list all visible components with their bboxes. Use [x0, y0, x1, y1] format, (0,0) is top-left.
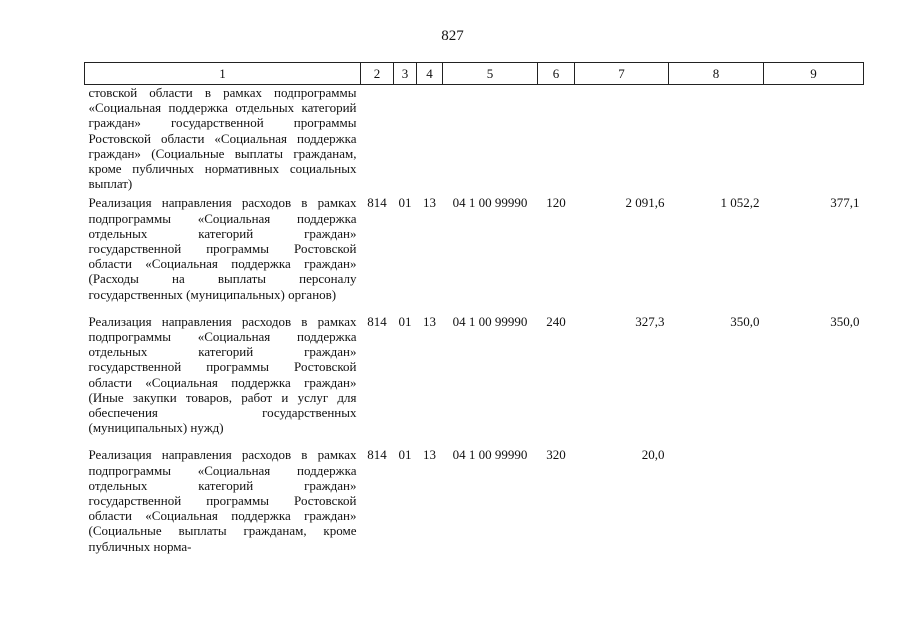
column-header-2: 2: [361, 63, 394, 85]
column-header-1: 1: [85, 63, 361, 85]
column-header-5: 5: [443, 63, 538, 85]
cell-amount-7: [575, 85, 669, 192]
budget-table: [84, 62, 864, 562]
cell-section: 01: [398, 313, 412, 329]
cell-amount-8: 350,0: [730, 313, 760, 329]
cell-ministry: 814: [367, 195, 387, 211]
cell-expense-type: 320: [546, 447, 566, 463]
table-row: [85, 310, 864, 444]
cell-expense-type: [538, 85, 575, 192]
table-row: [85, 443, 864, 561]
column-header-3: 3: [394, 63, 417, 85]
cell-section: 01: [398, 195, 412, 211]
cell-subsection: [417, 85, 443, 192]
cell-expense-type: 120: [546, 195, 566, 211]
table-row: [85, 191, 864, 309]
row-description: Реализация направления расходов в рамках подпрограммы «Социальная поддержка отдельных категорий граждан» государственной программы Ростовской области «Социальная поддержка граждан» (Иные закупки товаров, работ и услуг для обеспечения государственных (муниципальных) нужд): [88, 313, 357, 436]
column-header-8: 8: [669, 63, 764, 85]
cell-amount-8: 1 052,2: [720, 195, 760, 211]
column-header-4: 4: [417, 63, 443, 85]
column-header-7: 7: [575, 63, 669, 85]
table-row: [85, 85, 864, 192]
cell-subsection: 13: [423, 447, 436, 463]
cell-target-code: 04 1 00 99990: [452, 313, 528, 329]
cell-section: [394, 85, 417, 192]
row-description: Реализация направления расходов в рамках подпрограммы «Социальная поддержка отдельных категорий граждан» государственной программы Ростовской области «Социальная поддержка граждан» (Социальные выплаты гражданам, кроме публичных норма-: [88, 447, 357, 554]
column-header-9: 9: [764, 63, 864, 85]
cell-amount-7: 327,3: [635, 313, 665, 329]
cell-ministry: 814: [367, 447, 387, 463]
row-description: стовской области в рамках подпрограммы «Социальная поддержка отдельных категорий граждан» государственной программы Ростовской области «Социальная поддержка граждан» (Социальные выплаты гражданам, кроме публичных нормативных социальных выплат): [88, 85, 357, 192]
header-row: [85, 63, 864, 85]
cell-amount-8: [669, 85, 764, 192]
cell-amount-7: 2 091,6: [625, 195, 665, 211]
cell-amount-7: 20,0: [641, 447, 665, 463]
row-description: Реализация направления расходов в рамках подпрограммы «Социальная поддержка отдельных категорий граждан» государственной программы Ростовской области «Социальная поддержка граждан» (Расходы на выплаты персоналу государственных (муниципальных) органов): [88, 195, 357, 302]
cell-ministry: [361, 85, 394, 192]
column-header-6: 6: [538, 63, 575, 85]
cell-ministry: 814: [367, 313, 387, 329]
cell-amount-9: [764, 443, 864, 561]
cell-section: 01: [398, 447, 412, 463]
cell-subsection: 13: [423, 195, 436, 211]
cell-target-code: [443, 85, 538, 192]
cell-amount-9: 377,1: [830, 195, 860, 211]
cell-target-code: 04 1 00 99990: [452, 447, 528, 463]
cell-amount-9: 350,0: [830, 313, 860, 329]
cell-amount-8: [669, 443, 764, 561]
cell-subsection: 13: [423, 313, 436, 329]
cell-expense-type: 240: [546, 313, 566, 329]
cell-amount-9: [764, 85, 864, 192]
cell-target-code: 04 1 00 99990: [452, 195, 528, 211]
page-number: 827: [441, 28, 464, 44]
